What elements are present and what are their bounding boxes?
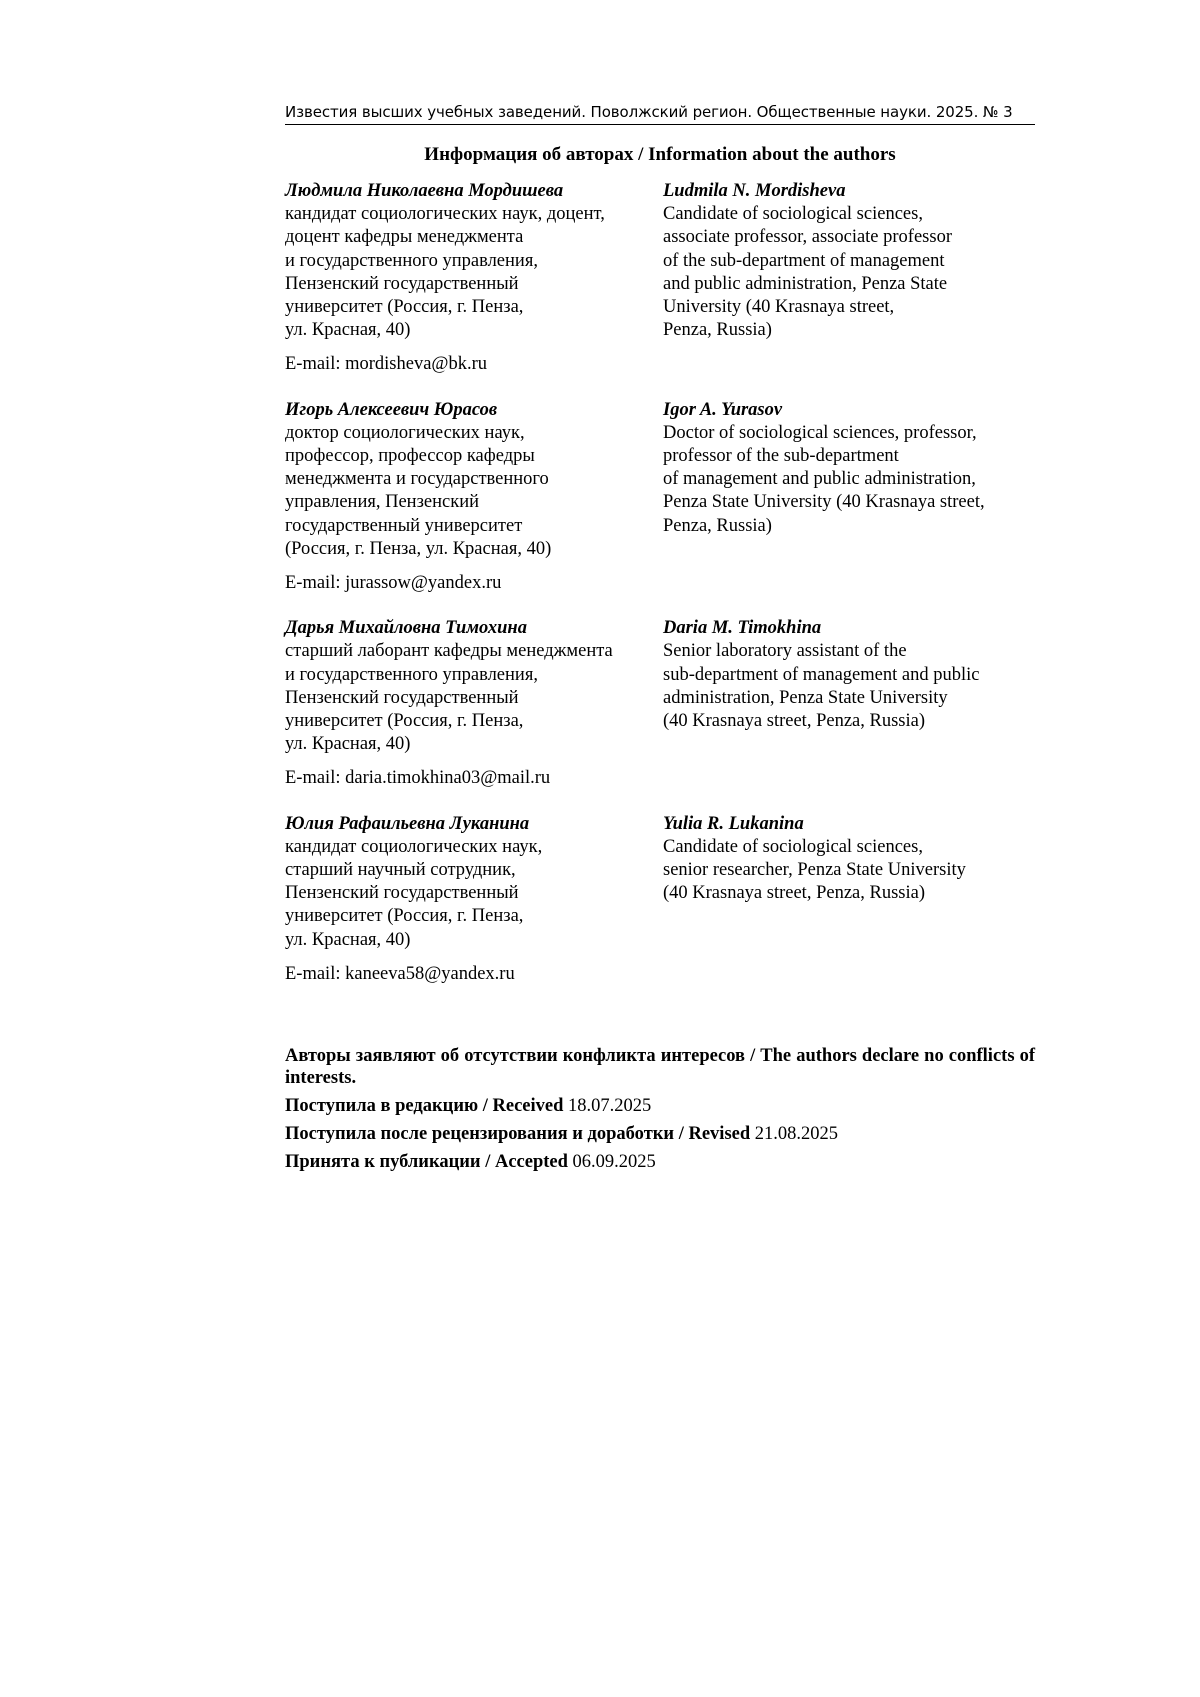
author-entry [285, 813, 1035, 986]
author-name-ru: Дарья Михайловна Тимохина [285, 618, 527, 639]
author-affiliation-en: Doctor of sociological sciences, professor, professor of the sub-department of management and public administration, Penza State University (40 Krasnaya street, Penza, Russia) [663, 422, 985, 536]
author-affiliation-ru: старший лаборант кафедры менеджмента и государственного управления, Пензенский государственный университет (Россия, г. Пенза, ул. Красная, 40) [285, 641, 613, 755]
author-email: E-mail: kaneeva58@yandex.ru [285, 963, 515, 984]
author-entry [285, 180, 1035, 377]
author-email: E-mail: mordisheva@bk.ru [285, 354, 487, 375]
accepted-date-line [285, 1151, 1035, 1173]
author-affiliation-en: Candidate of sociological sciences, associate professor, associate professor of the sub-department of management and public administration, Penza State University (40 Krasnaya street, Penza, Russia) [663, 204, 952, 341]
author-affiliation-ru: кандидат социологических наук, старший научный сотрудник, Пензенский государственный университет (Россия, г. Пенза, ул. Красная, 40) [285, 836, 543, 950]
running-head: Известия высших учебных заведений. Поволжский регион. Общественные науки. 2025. № 3 [285, 102, 1035, 125]
authors-list [285, 180, 1035, 1008]
revised-label: Поступила после рецензирования и доработки / Revised [285, 1124, 751, 1144]
author-name-en: Daria M. Timokhina [663, 618, 822, 639]
author-name-en: Yulia R. Lukanina [663, 813, 804, 834]
author-ru-column [285, 180, 655, 377]
author-email: E-mail: jurassow@yandex.ru [285, 573, 502, 594]
received-date: 18.07.2025 [568, 1096, 652, 1116]
author-ru-column [285, 813, 655, 986]
accepted-label: Принята к публикации / Accepted [285, 1152, 568, 1172]
revised-date: 21.08.2025 [754, 1124, 839, 1144]
section-title: Информация об авторах / Information about the authors [424, 144, 896, 165]
author-affiliation-en: Senior laboratory assistant of the sub-department of management and public administration, Penza State University (40 Krasnaya street, Penza, Russia) [663, 641, 980, 732]
author-name-en: Ludmila N. Mordisheva [663, 181, 846, 201]
author-name-ru: Юлия Рафаильевна Луканина [285, 813, 530, 834]
author-name-ru: Людмила Николаевна Мордишева [285, 181, 564, 201]
author-name-en: Igor A. Yurasov [663, 399, 783, 420]
author-affiliation-en: Candidate of sociological sciences, senior researcher, Penza State University (40 Krasnaya street, Penza, Russia) [663, 836, 966, 904]
received-date-line [285, 1095, 1035, 1117]
received-label: Поступила в редакцию / Received [285, 1096, 564, 1116]
author-affiliation-ru: доктор социологических наук, профессор, профессор кафедры менеджмента и государственного управления, Пензенский государственный университет (Россия, г. Пенза, ул. Красная, 40) [285, 422, 552, 559]
author-en-column [663, 399, 1035, 596]
author-ru-column [285, 617, 655, 790]
author-en-column [663, 180, 1035, 377]
conflict-of-interest-statement: Авторы заявляют об отсутствии конфликта интересов / The authors declare no conflicts of interests. [285, 1046, 1035, 1088]
author-en-column [663, 617, 1035, 790]
author-entry [285, 617, 1035, 790]
accepted-date: 06.09.2025 [572, 1152, 656, 1172]
author-en-column [663, 813, 1035, 986]
article-notes [285, 1045, 1035, 1179]
author-email: E-mail: daria.timokhina03@mail.ru [285, 768, 551, 789]
author-entry [285, 399, 1035, 596]
author-affiliation-ru: кандидат социологических наук, доцент, доцент кафедры менеджмента и государственного управления, Пензенский государственный университет (Россия, г. Пенза, ул. Красная, 40) [285, 204, 605, 341]
author-ru-column [285, 399, 655, 596]
author-name-ru: Игорь Алексеевич Юрасов [285, 399, 498, 420]
revised-date-line [285, 1123, 1035, 1145]
